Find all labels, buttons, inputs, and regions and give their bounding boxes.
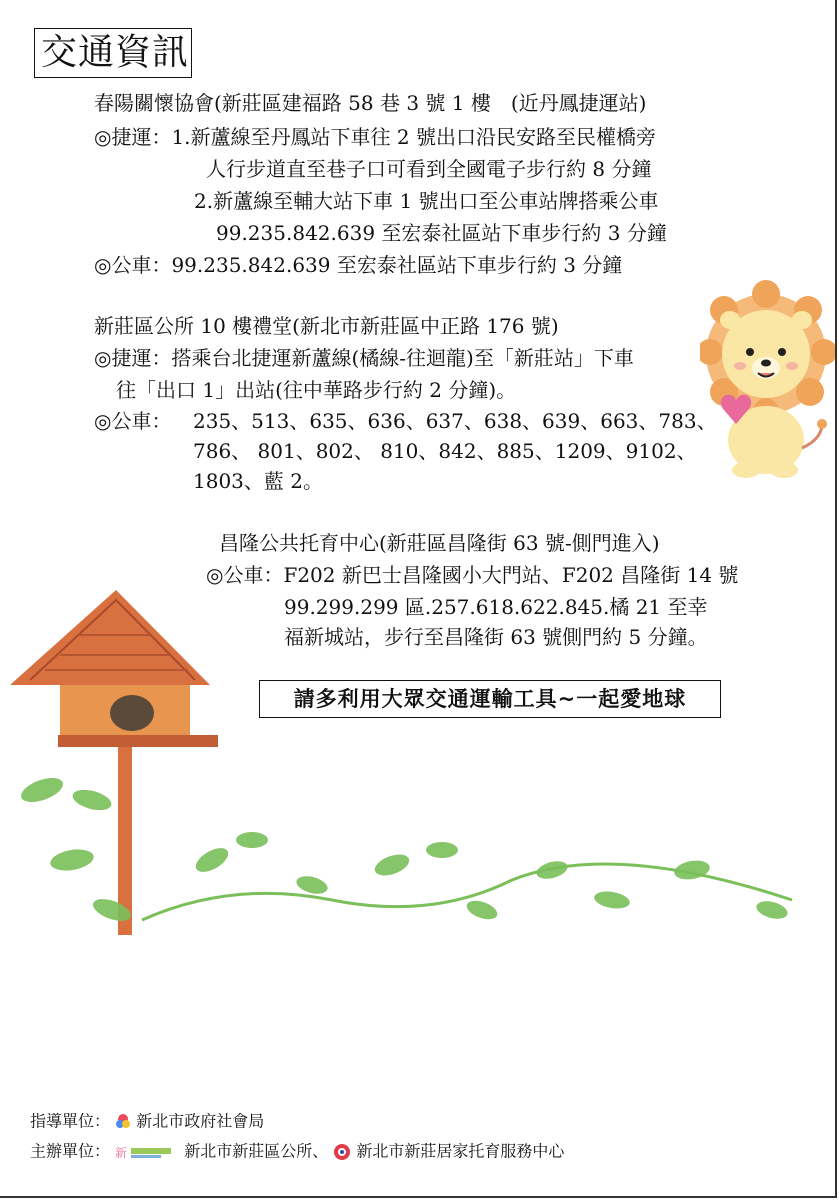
location1-mrt-line2: 人行步道直至巷子口可看到全國電子步行約 8 分鐘	[206, 157, 652, 181]
host-org1: 新北市新莊區公所、	[184, 1141, 329, 1161]
location1-mrt-line1: ◎捷運：1.新蘆線至丹鳳站下車往 2 號出口沿民安路至民權橋旁	[94, 125, 656, 149]
location3-bus-line1: ◎公車：F202 新巴士昌隆國小大門站、F202 昌隆街 14 號	[206, 563, 739, 587]
footer-guide	[30, 1110, 264, 1133]
location2-name: 新莊區公所 10 樓禮堂(新北市新莊區中正路 176 號)	[94, 314, 559, 338]
location1-bus: ◎公車：99.235.842.639 至宏泰社區站下車步行約 3 分鐘	[94, 253, 623, 277]
location2-bus-line1: 235、513、635、636、637、638、639、663、783、	[193, 409, 717, 433]
svg-text:新: 新	[115, 1145, 128, 1160]
location3-name: 昌隆公共托育中心(新莊區昌隆街 63 號-側門進入)	[219, 531, 660, 555]
location2-mrt-line2: 往「出口 1」出站(往中華路步行約 2 分鐘)。	[116, 378, 517, 402]
location3-bus-line3: 福新城站，步行至昌隆街 63 號側門約 5 分鐘。	[284, 625, 708, 649]
location2-bus-line3: 1803、藍 2。	[193, 469, 323, 493]
footer-host	[30, 1140, 564, 1163]
location2-mrt-line1: ◎捷運：搭乘台北捷運新蘆線(橘線-往迴龍)至「新莊站」下車	[94, 346, 634, 370]
vine-illustration	[12, 770, 812, 940]
location1-mrt-line3: 2.新蘆線至輔大站下車 1 號出口至公車站牌搭乘公車	[194, 189, 659, 213]
location3-bus-line2: 99.299.299 區.257.618.622.845.橘 21 至幸	[284, 595, 708, 619]
host-org2: 新北市新莊居家托育服務中心	[356, 1141, 565, 1161]
location1-name: 春陽關懷協會(新莊區建福路 58 巷 3 號 1 樓 (近丹鳳捷運站)	[94, 91, 647, 115]
childcare-center-logo-icon	[333, 1143, 351, 1161]
slogan-box: 請多利用大眾交通運輸工具~一起愛地球	[259, 680, 721, 718]
page-title: 交通資訊	[34, 28, 192, 78]
guide-label: 指導單位：	[30, 1111, 111, 1131]
guide-org: 新北市政府社會局	[136, 1111, 265, 1131]
location2-bus-line2: 786、 801、802、 810、842、885、1209、9102、	[193, 439, 697, 463]
social-affairs-logo-icon	[115, 1113, 131, 1131]
lion-illustration	[700, 280, 835, 480]
district-office-logo-icon	[115, 1143, 179, 1161]
host-label: 主辦單位：	[30, 1141, 111, 1161]
location1-mrt-line4: 99.235.842.639 至宏泰社區站下車步行約 3 分鐘	[216, 221, 667, 245]
location2-bus-label: ◎公車：	[94, 409, 172, 433]
